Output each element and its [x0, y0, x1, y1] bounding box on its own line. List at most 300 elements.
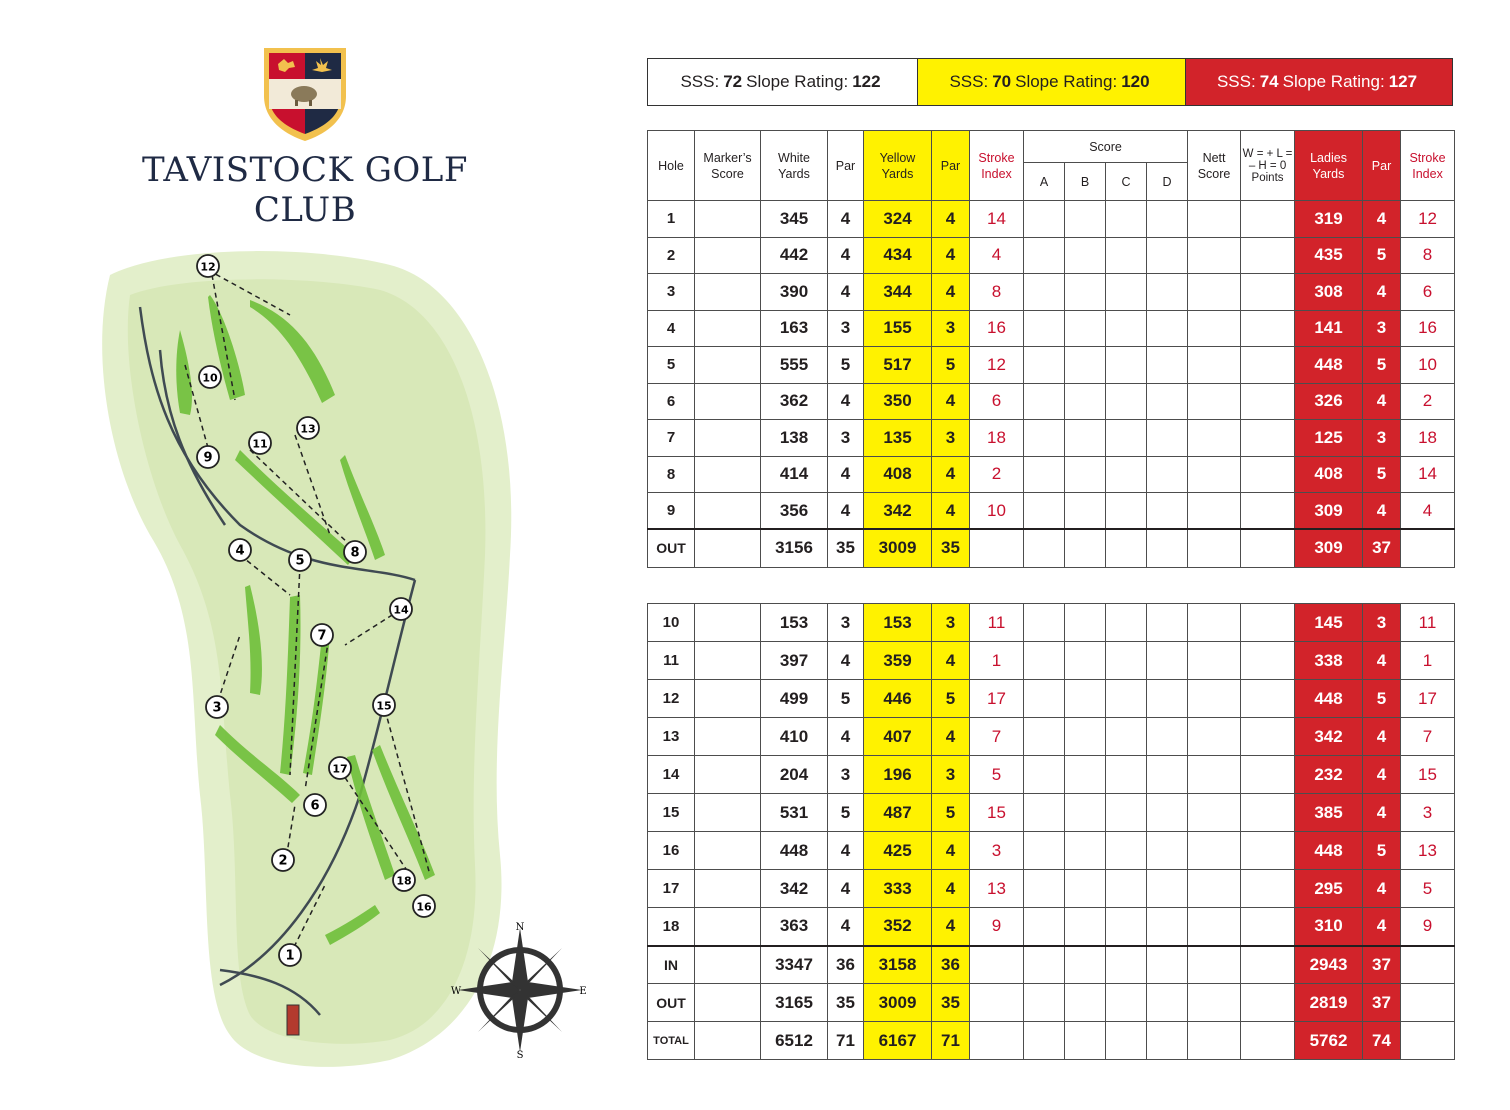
nett-score-cell[interactable] [1188, 493, 1241, 530]
score-b-cell[interactable] [1065, 718, 1106, 756]
score-a-cell[interactable] [1024, 718, 1065, 756]
nett-score-cell[interactable] [1188, 642, 1241, 680]
col-score-c: C [1106, 163, 1147, 201]
score-d-cell[interactable] [1147, 529, 1188, 567]
score-c-cell[interactable] [1106, 642, 1147, 680]
nett-score-cell[interactable] [1188, 680, 1241, 718]
points-cell[interactable] [1241, 680, 1295, 718]
map-hole-marker [272, 849, 294, 871]
score-b-cell[interactable] [1065, 642, 1106, 680]
stroke-index: 12 [970, 347, 1024, 384]
svg-text:2: 2 [278, 853, 288, 869]
map-hole-marker [297, 417, 319, 439]
hole-row [648, 310, 1455, 347]
nett-score-cell[interactable] [1188, 604, 1241, 642]
map-hole-marker [197, 255, 219, 277]
score-b-cell[interactable] [1065, 604, 1106, 642]
ladies-par: 4 [1363, 794, 1401, 832]
map-hole-marker [329, 757, 351, 779]
white-yards: 362 [761, 383, 828, 420]
points-cell[interactable] [1241, 529, 1295, 567]
svg-text:18: 18 [396, 874, 412, 888]
white-yards: 3156 [761, 529, 828, 567]
score-a-cell[interactable] [1024, 946, 1065, 984]
yellow-yards: 333 [864, 870, 932, 908]
score-b-cell[interactable] [1065, 237, 1106, 274]
stroke-index: 18 [970, 420, 1024, 457]
nett-score-cell[interactable] [1188, 756, 1241, 794]
score-c-cell[interactable] [1106, 604, 1147, 642]
white-par: 5 [828, 347, 864, 384]
score-d-cell[interactable] [1147, 1022, 1188, 1060]
score-b-cell[interactable] [1065, 946, 1106, 984]
yellow-par: 4 [932, 201, 970, 238]
stroke-index: 1 [970, 642, 1024, 680]
map-hole-marker [289, 549, 311, 571]
marker-score-cell[interactable] [695, 832, 761, 870]
marker-score-cell[interactable] [695, 870, 761, 908]
score-c-cell[interactable] [1106, 680, 1147, 718]
compass-rose [450, 920, 590, 1060]
score-a-cell[interactable] [1024, 456, 1065, 493]
map-hole-marker [249, 432, 271, 454]
score-a-cell[interactable] [1024, 870, 1065, 908]
score-d-cell[interactable] [1147, 756, 1188, 794]
col-hole: Hole [648, 131, 695, 201]
white-yards: 555 [761, 347, 828, 384]
svg-text:9: 9 [203, 450, 213, 466]
ladies-par: 4 [1363, 642, 1401, 680]
ladies-yards: 145 [1295, 604, 1363, 642]
ladies-stroke-index: 12 [1401, 201, 1455, 238]
map-hole-marker [229, 539, 251, 561]
points-cell[interactable] [1241, 420, 1295, 457]
nett-score-cell[interactable] [1188, 383, 1241, 420]
ladies-stroke-index: 15 [1401, 756, 1455, 794]
yellow-yards: 407 [864, 718, 932, 756]
hole-row [648, 642, 1455, 680]
score-a-cell[interactable] [1024, 908, 1065, 946]
score-c-cell[interactable] [1106, 794, 1147, 832]
ladies-stroke-index: 11 [1401, 604, 1455, 642]
stroke-index: 8 [970, 274, 1024, 311]
marker-score-cell[interactable] [695, 1022, 761, 1060]
points-cell[interactable] [1241, 274, 1295, 311]
score-a-cell[interactable] [1024, 680, 1065, 718]
score-d-cell[interactable] [1147, 832, 1188, 870]
score-a-cell[interactable] [1024, 832, 1065, 870]
score-a-cell[interactable] [1024, 984, 1065, 1022]
map-hole-marker [199, 366, 221, 388]
points-cell[interactable] [1241, 456, 1295, 493]
nett-score-cell[interactable] [1188, 237, 1241, 274]
score-b-cell[interactable] [1065, 870, 1106, 908]
map-hole-marker [393, 869, 415, 891]
yellow-par: 71 [932, 1022, 970, 1060]
hole-row [648, 237, 1455, 274]
svg-text:1: 1 [285, 948, 295, 964]
score-d-cell[interactable] [1147, 274, 1188, 311]
nett-score-cell[interactable] [1188, 1022, 1241, 1060]
yellow-par: 35 [932, 529, 970, 567]
sss-rating-bar [647, 58, 1453, 106]
score-d-cell[interactable] [1147, 310, 1188, 347]
total-label: OUT [648, 984, 695, 1022]
yellow-yards: 350 [864, 383, 932, 420]
hole-number: 5 [648, 347, 695, 384]
points-cell[interactable] [1241, 310, 1295, 347]
points-cell[interactable] [1241, 604, 1295, 642]
yellow-par: 3 [932, 420, 970, 457]
marker-score-cell[interactable] [695, 529, 761, 567]
score-c-cell[interactable] [1106, 237, 1147, 274]
ladies-stroke-index [1401, 529, 1455, 567]
svg-text:15: 15 [376, 699, 392, 713]
yellow-par: 4 [932, 908, 970, 946]
white-yards: 3165 [761, 984, 828, 1022]
col-score-d: D [1147, 163, 1188, 201]
score-d-cell[interactable] [1147, 870, 1188, 908]
points-cell[interactable] [1241, 832, 1295, 870]
score-c-cell[interactable] [1106, 908, 1147, 946]
yellow-yards: 342 [864, 493, 932, 530]
score-d-cell[interactable] [1147, 456, 1188, 493]
white-yards: 442 [761, 237, 828, 274]
map-hole-marker [311, 624, 333, 646]
score-c-cell[interactable] [1106, 493, 1147, 530]
score-a-cell[interactable] [1024, 642, 1065, 680]
ladies-par: 5 [1363, 832, 1401, 870]
ladies-stroke-index: 2 [1401, 383, 1455, 420]
score-c-cell[interactable] [1106, 420, 1147, 457]
nett-score-cell[interactable] [1188, 529, 1241, 567]
yellow-yards: 446 [864, 680, 932, 718]
nett-score-cell[interactable] [1188, 201, 1241, 238]
score-a-cell[interactable] [1024, 383, 1065, 420]
score-a-cell[interactable] [1024, 794, 1065, 832]
stroke-index: 13 [970, 870, 1024, 908]
white-yards: 342 [761, 870, 828, 908]
marker-score-cell[interactable] [695, 420, 761, 457]
score-a-cell[interactable] [1024, 493, 1065, 530]
points-cell[interactable] [1241, 718, 1295, 756]
ladies-par: 3 [1363, 604, 1401, 642]
ladies-yards: 141 [1295, 310, 1363, 347]
ladies-yards: 2943 [1295, 946, 1363, 984]
score-a-cell[interactable] [1024, 604, 1065, 642]
hole-row [648, 383, 1455, 420]
points-cell[interactable] [1241, 642, 1295, 680]
ladies-yards: 408 [1295, 456, 1363, 493]
map-hole-marker [373, 694, 395, 716]
marker-score-cell[interactable] [695, 237, 761, 274]
stroke-index: 5 [970, 756, 1024, 794]
marker-score-cell[interactable] [695, 493, 761, 530]
marker-score-cell[interactable] [695, 274, 761, 311]
white-yards: 410 [761, 718, 828, 756]
score-d-cell[interactable] [1147, 794, 1188, 832]
ladies-yards: 125 [1295, 420, 1363, 457]
ladies-yards: 435 [1295, 237, 1363, 274]
ladies-par: 37 [1363, 984, 1401, 1022]
yellow-yards: 3009 [864, 529, 932, 567]
score-c-cell[interactable] [1106, 984, 1147, 1022]
score-d-cell[interactable] [1147, 642, 1188, 680]
nett-score-cell[interactable] [1188, 274, 1241, 311]
score-a-cell[interactable] [1024, 347, 1065, 384]
white-par: 71 [828, 1022, 864, 1060]
hole-number: 13 [648, 718, 695, 756]
score-d-cell[interactable] [1147, 908, 1188, 946]
points-cell[interactable] [1241, 493, 1295, 530]
white-yards: 204 [761, 756, 828, 794]
sss-yellow: SSS: 70 Slope Rating: 120 [918, 59, 1186, 105]
nett-score-cell[interactable] [1188, 870, 1241, 908]
ladies-yards: 338 [1295, 642, 1363, 680]
yellow-par: 5 [932, 794, 970, 832]
score-d-cell[interactable] [1147, 946, 1188, 984]
score-a-cell[interactable] [1024, 756, 1065, 794]
svg-text:17: 17 [332, 762, 348, 776]
yellow-par: 4 [932, 456, 970, 493]
score-d-cell[interactable] [1147, 383, 1188, 420]
marker-score-cell[interactable] [695, 604, 761, 642]
yellow-par: 4 [932, 642, 970, 680]
score-b-cell[interactable] [1065, 908, 1106, 946]
score-b-cell[interactable] [1065, 794, 1106, 832]
map-hole-marker [206, 696, 228, 718]
score-b-cell[interactable] [1065, 529, 1106, 567]
white-yards: 345 [761, 201, 828, 238]
total-label: IN [648, 946, 695, 984]
ladies-par: 4 [1363, 756, 1401, 794]
hole-row [648, 908, 1455, 946]
score-c-cell[interactable] [1106, 718, 1147, 756]
yellow-par: 3 [932, 756, 970, 794]
hole-number: 7 [648, 420, 695, 457]
white-par: 3 [828, 604, 864, 642]
score-a-cell[interactable] [1024, 274, 1065, 311]
total-row [648, 984, 1455, 1022]
score-b-cell[interactable] [1065, 310, 1106, 347]
points-cell[interactable] [1241, 908, 1295, 946]
nett-score-cell[interactable] [1188, 310, 1241, 347]
stroke-index: 10 [970, 493, 1024, 530]
white-par: 4 [828, 832, 864, 870]
marker-score-cell[interactable] [695, 642, 761, 680]
score-b-cell[interactable] [1065, 832, 1106, 870]
score-b-cell[interactable] [1065, 456, 1106, 493]
score-c-cell[interactable] [1106, 756, 1147, 794]
ladies-yards: 342 [1295, 718, 1363, 756]
marker-score-cell[interactable] [695, 756, 761, 794]
white-yards: 414 [761, 456, 828, 493]
score-b-cell[interactable] [1065, 680, 1106, 718]
marker-score-cell[interactable] [695, 201, 761, 238]
score-d-cell[interactable] [1147, 984, 1188, 1022]
yellow-yards: 155 [864, 310, 932, 347]
ladies-par: 5 [1363, 237, 1401, 274]
score-b-cell[interactable] [1065, 274, 1106, 311]
score-d-cell[interactable] [1147, 680, 1188, 718]
svg-text:13: 13 [300, 422, 316, 436]
ladies-stroke-index: 5 [1401, 870, 1455, 908]
white-yards: 6512 [761, 1022, 828, 1060]
white-par: 4 [828, 493, 864, 530]
score-b-cell[interactable] [1065, 347, 1106, 384]
score-a-cell[interactable] [1024, 201, 1065, 238]
white-par: 4 [828, 908, 864, 946]
hole-row [648, 201, 1455, 238]
points-cell[interactable] [1241, 347, 1295, 384]
svg-text:4: 4 [235, 543, 245, 559]
score-b-cell[interactable] [1065, 756, 1106, 794]
nett-score-cell[interactable] [1188, 946, 1241, 984]
points-cell[interactable] [1241, 1022, 1295, 1060]
hole-number: 16 [648, 832, 695, 870]
col-score-b: B [1065, 163, 1106, 201]
hole-number: 18 [648, 908, 695, 946]
marker-score-cell[interactable] [695, 680, 761, 718]
marker-score-cell[interactable] [695, 984, 761, 1022]
svg-text:3: 3 [212, 700, 222, 716]
ladies-yards: 309 [1295, 493, 1363, 530]
map-hole-marker [390, 598, 412, 620]
ladies-par: 5 [1363, 347, 1401, 384]
nett-score-cell[interactable] [1188, 456, 1241, 493]
ladies-yards: 308 [1295, 274, 1363, 311]
marker-score-cell[interactable] [695, 794, 761, 832]
white-yards: 3347 [761, 946, 828, 984]
yellow-yards: 517 [864, 347, 932, 384]
score-b-cell[interactable] [1065, 984, 1106, 1022]
white-par: 4 [828, 237, 864, 274]
ladies-yards: 232 [1295, 756, 1363, 794]
score-c-cell[interactable] [1106, 456, 1147, 493]
marker-score-cell[interactable] [695, 310, 761, 347]
score-c-cell[interactable] [1106, 946, 1147, 984]
nett-score-cell[interactable] [1188, 832, 1241, 870]
ladies-yards: 448 [1295, 680, 1363, 718]
score-a-cell[interactable] [1024, 310, 1065, 347]
score-c-cell[interactable] [1106, 274, 1147, 311]
yellow-yards: 359 [864, 642, 932, 680]
score-b-cell[interactable] [1065, 383, 1106, 420]
ladies-stroke-index: 10 [1401, 347, 1455, 384]
ladies-stroke-index [1401, 1022, 1455, 1060]
score-c-cell[interactable] [1106, 870, 1147, 908]
white-yards: 531 [761, 794, 828, 832]
score-d-cell[interactable] [1147, 347, 1188, 384]
score-d-cell[interactable] [1147, 604, 1188, 642]
yellow-yards: 408 [864, 456, 932, 493]
score-c-cell[interactable] [1106, 347, 1147, 384]
score-d-cell[interactable] [1147, 718, 1188, 756]
ladies-stroke-index: 17 [1401, 680, 1455, 718]
points-cell[interactable] [1241, 383, 1295, 420]
ladies-stroke-index: 7 [1401, 718, 1455, 756]
scorecard-front-nine [647, 130, 1455, 568]
marker-score-cell[interactable] [695, 718, 761, 756]
yellow-yards: 434 [864, 237, 932, 274]
score-b-cell[interactable] [1065, 493, 1106, 530]
marker-score-cell[interactable] [695, 347, 761, 384]
marker-score-cell[interactable] [695, 383, 761, 420]
points-cell[interactable] [1241, 946, 1295, 984]
points-cell[interactable] [1241, 201, 1295, 238]
score-c-cell[interactable] [1106, 832, 1147, 870]
ladies-stroke-index: 3 [1401, 794, 1455, 832]
score-d-cell[interactable] [1147, 493, 1188, 530]
points-cell[interactable] [1241, 794, 1295, 832]
white-par: 4 [828, 642, 864, 680]
score-a-cell[interactable] [1024, 529, 1065, 567]
hole-row [648, 680, 1455, 718]
score-c-cell[interactable] [1106, 201, 1147, 238]
white-par: 3 [828, 420, 864, 457]
stroke-index: 15 [970, 794, 1024, 832]
score-a-cell[interactable] [1024, 1022, 1065, 1060]
score-c-cell[interactable] [1106, 310, 1147, 347]
stroke-index: 6 [970, 383, 1024, 420]
ladies-yards: 448 [1295, 832, 1363, 870]
marker-score-cell[interactable] [695, 908, 761, 946]
white-yards: 448 [761, 832, 828, 870]
ladies-stroke-index: 4 [1401, 493, 1455, 530]
svg-text:16: 16 [416, 900, 432, 914]
yellow-yards: 196 [864, 756, 932, 794]
score-d-cell[interactable] [1147, 420, 1188, 457]
total-row [648, 529, 1455, 567]
nett-score-cell[interactable] [1188, 420, 1241, 457]
nett-score-cell[interactable] [1188, 347, 1241, 384]
score-c-cell[interactable] [1106, 529, 1147, 567]
points-cell[interactable] [1241, 870, 1295, 908]
ladies-par: 37 [1363, 529, 1401, 567]
nett-score-cell[interactable] [1188, 908, 1241, 946]
score-a-cell[interactable] [1024, 237, 1065, 274]
hole-row [648, 794, 1455, 832]
score-a-cell[interactable] [1024, 420, 1065, 457]
ladies-yards: 326 [1295, 383, 1363, 420]
score-b-cell[interactable] [1065, 420, 1106, 457]
score-b-cell[interactable] [1065, 1022, 1106, 1060]
points-cell[interactable] [1241, 237, 1295, 274]
compass-s: S [516, 1050, 524, 1060]
white-par: 5 [828, 794, 864, 832]
score-d-cell[interactable] [1147, 237, 1188, 274]
score-c-cell[interactable] [1106, 1022, 1147, 1060]
ladies-par: 74 [1363, 1022, 1401, 1060]
score-c-cell[interactable] [1106, 383, 1147, 420]
hole-number: 2 [648, 237, 695, 274]
marker-score-cell[interactable] [695, 946, 761, 984]
nett-score-cell[interactable] [1188, 984, 1241, 1022]
white-yards: 163 [761, 310, 828, 347]
points-cell[interactable] [1241, 756, 1295, 794]
white-par: 4 [828, 456, 864, 493]
nett-score-cell[interactable] [1188, 718, 1241, 756]
points-cell[interactable] [1241, 984, 1295, 1022]
ladies-yards: 2819 [1295, 984, 1363, 1022]
marker-score-cell[interactable] [695, 456, 761, 493]
nett-score-cell[interactable] [1188, 794, 1241, 832]
map-hole-marker [413, 895, 435, 917]
score-b-cell[interactable] [1065, 201, 1106, 238]
ladies-yards: 295 [1295, 870, 1363, 908]
yellow-yards: 153 [864, 604, 932, 642]
score-d-cell[interactable] [1147, 201, 1188, 238]
